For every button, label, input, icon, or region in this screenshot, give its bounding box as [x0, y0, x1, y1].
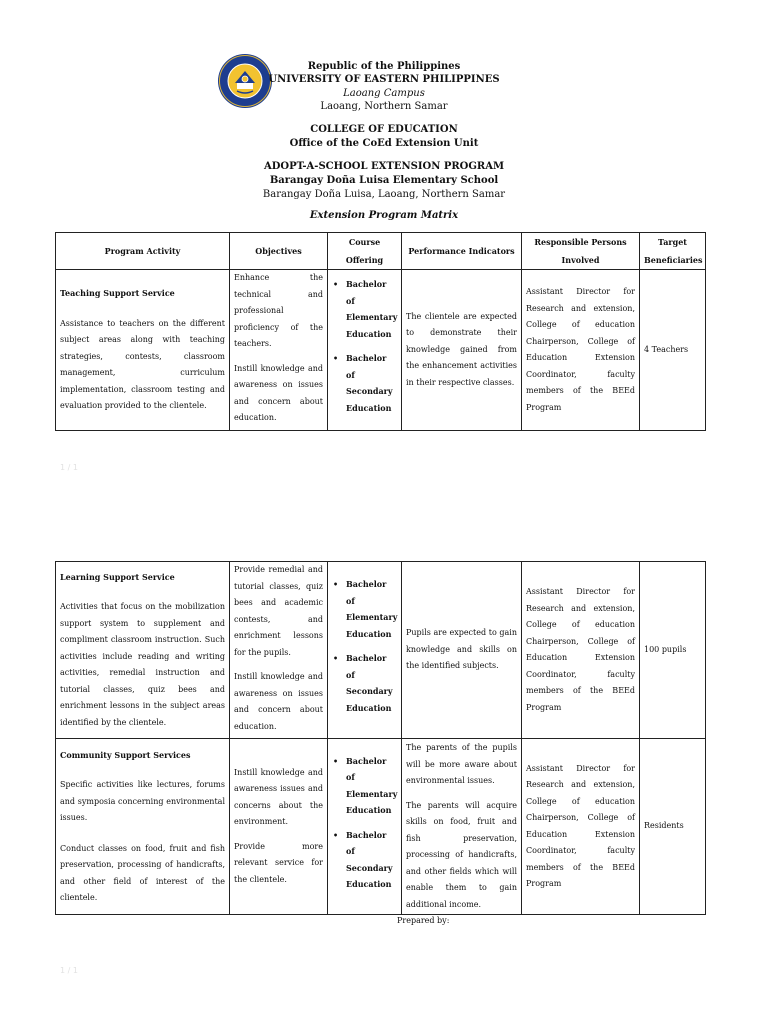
table-row [56, 562, 706, 739]
school-address: Barangay Doña Luisa, Laoang, Northern Samar [262, 189, 506, 200]
activity-title: Learning Support Service [60, 571, 175, 582]
responsible-cell: Assistant Director for Research and extension, College of education Chairperson, College of Education Extension Coordinator, faculty members of the BEEd Program [522, 739, 640, 915]
header-target-line1: Target [658, 237, 687, 247]
office-name: Office of the CoEd Extension Unit [289, 138, 479, 149]
activity-title: Teaching Support Service [60, 288, 175, 299]
objective-text: Instill knowledge and awareness on issues and concern about education. [234, 363, 323, 422]
activity-cell [56, 270, 230, 431]
header-responsible-persons [522, 233, 640, 270]
header-target-beneficiaries [640, 233, 706, 270]
performance-cell: The clientele are expected to demonstrate their knowledge gained from the enhancement activities in their respective classes. [402, 270, 522, 431]
activity-cell [56, 562, 230, 739]
university-name: UNIVERSITY OF EASTERN PHILIPPINES [268, 74, 500, 85]
table-row [56, 739, 706, 915]
header-responsible-line1: Responsible Persons [534, 237, 627, 247]
performance-text: The parents of the pupils will be more aware about environmental issues. [406, 743, 517, 785]
school-name: Barangay Doña Luisa Elementary School [269, 175, 499, 186]
responsible-cell: Assistant Director for Research and extension, College of education Chairperson, College of Education Extension Coordinator, faculty members of the BEEd Program [522, 270, 640, 431]
header-target-line2: Beneficiaries [644, 255, 703, 265]
activity-title: Community Support Services [60, 749, 191, 760]
activity-cell [56, 739, 230, 915]
header-course-line1: Course [348, 237, 381, 247]
page-watermark: 1 / 1 [60, 966, 78, 975]
activity-description: Activities that focus on the mobilization support system to supplement and compliment classroom instruction. Such activities include reading and writing activities, remedial instruction and tutorial classes, quiz bees and enrichment lessons in the subject areas identified by the clientele. [60, 602, 225, 727]
objectives-cell [230, 562, 328, 739]
college-name: COLLEGE OF EDUCATION [310, 124, 458, 135]
prepared-by-label: Prepared by: [397, 916, 450, 925]
course-item: • Bachelor of Elementary Education [342, 753, 397, 819]
course-item: • Bachelor of Elementary Education [342, 576, 397, 642]
header-course-line2: Offering [345, 255, 384, 265]
extension-matrix-table-page-2 [55, 561, 706, 915]
performance-cell: Pupils are expected to gain knowledge and skills on the identified subjects. [402, 562, 522, 739]
objective-text: Provide remedial and tutorial classes, quiz bees and academic contests, and enrichment lessons for the pupils. [234, 565, 323, 657]
campus-name: Laoang Campus [343, 88, 425, 99]
performance-cell [402, 739, 522, 915]
responsible-cell: Assistant Director for Research and extension, College of education Chairperson, College of Education Extension Coordinator, faculty members of the BEEd Program [522, 562, 640, 739]
objective-text: Provide more relevant service for the clientele. [234, 841, 323, 884]
country-heading: Republic of the Philippines [307, 61, 461, 72]
objectives-cell [230, 739, 328, 915]
header-objectives: Objectives [230, 233, 328, 270]
page-watermark: 1 / 1 [60, 463, 78, 472]
campus-address: Laoang, Northern Samar [320, 101, 448, 112]
extension-matrix-table-page-1 [55, 232, 706, 431]
performance-text: The parents will acquire skills on food, fruit and fish preservation, processing of handicrafts, and other fields which will enable them to gain additional income. [406, 800, 517, 909]
header-performance-indicators: Performance Indicators [402, 233, 522, 270]
course-item: • Bachelor of Secondary Education [342, 827, 397, 893]
target-cell: Residents [640, 739, 706, 915]
header-program-activity: Program Activity [56, 233, 230, 270]
target-cell: 4 Teachers [640, 270, 706, 431]
header-course-offering [328, 233, 402, 270]
course-item: • Bachelor of Secondary Education [342, 350, 397, 416]
activity-description: Conduct classes on food, fruit and fish preservation, processing of handicrafts, and other field of interest of the clientele. [60, 843, 225, 902]
activity-description: Specific activities like lectures, forums and symposia concerning environmental issues. [60, 780, 225, 822]
table-header-row [56, 233, 706, 270]
course-offering-cell [328, 739, 402, 915]
table-row [56, 270, 706, 431]
activity-description: Assistance to teachers on the different subject areas along with teaching strategies, contests, classroom management, curriculum implementation, classroom testing and evaluation provided to the clientele. [60, 318, 225, 411]
course-item: • Bachelor of Elementary Education [342, 276, 397, 342]
objective-text: Enhance the technical and professional proficiency of the teachers. [234, 273, 323, 348]
objectives-cell [230, 270, 328, 431]
course-item: • Bachelor of Secondary Education [342, 650, 397, 716]
course-offering-cell [328, 562, 402, 739]
course-offering-cell [328, 270, 402, 431]
matrix-title: Extension Program Matrix [309, 210, 459, 221]
target-cell: 100 pupils [640, 562, 706, 739]
objective-text: Instill knowledge and awareness issues and concerns about the environment. [234, 767, 323, 827]
objective-text: Instill knowledge and awareness on issues and concern about education. [234, 672, 323, 731]
header-responsible-line2: Involved [561, 255, 600, 265]
program-name: ADOPT-A-SCHOOL EXTENSION PROGRAM [263, 161, 505, 172]
